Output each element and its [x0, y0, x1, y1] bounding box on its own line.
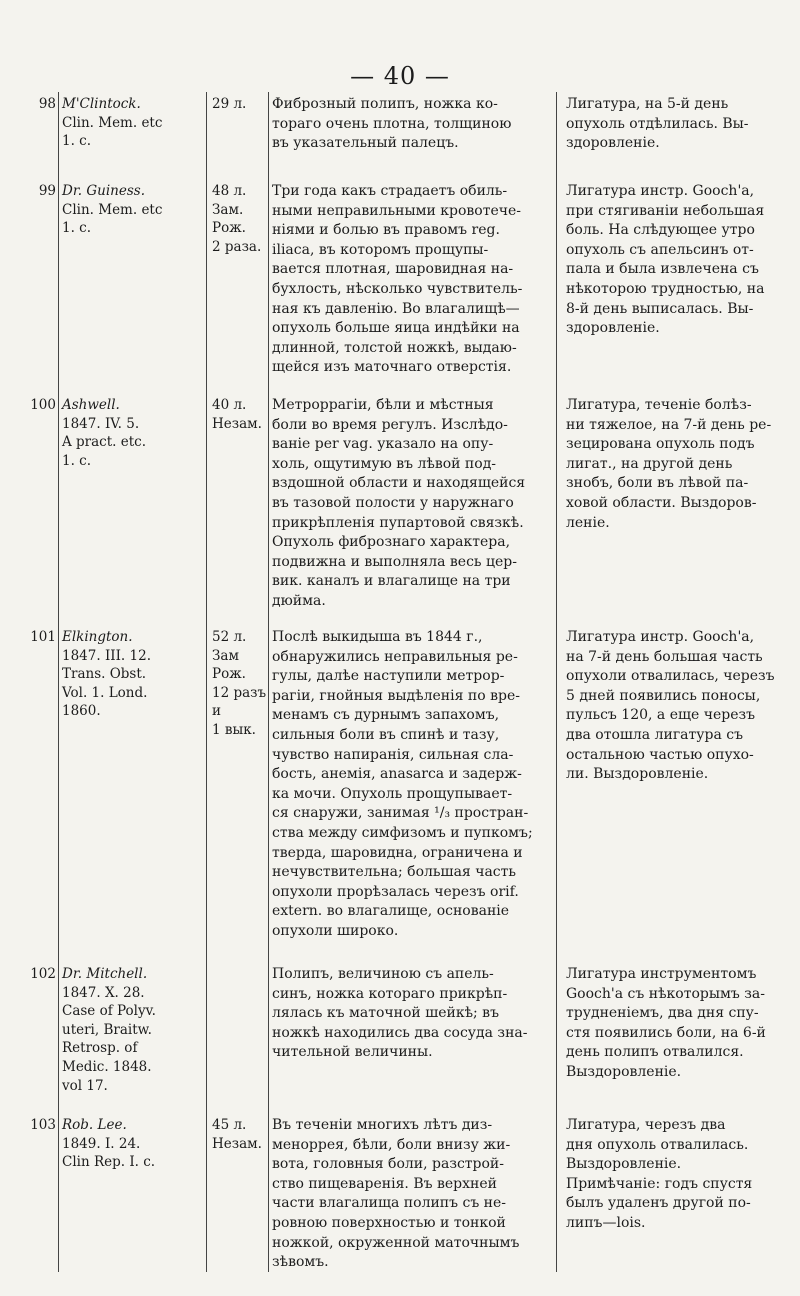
- result-cell: Лигатура инстр. Gooch'а, при стягиваніи небольшая боль. На слѣдующее утро опухоль съ апельсинъ от- пала и была извлечена съ нѣкоторою трудностью, на 8-й день выписалась. Вы- здоровленіе.: [566, 183, 765, 337]
- case-number: 99: [38, 183, 56, 199]
- age-cell: 45 л. Незам.: [212, 1117, 262, 1152]
- source-cell: [62, 965, 200, 1095]
- source-cell: [62, 1116, 200, 1172]
- age-cell: 48 л. Зам. Рож. 2 раза.: [212, 183, 262, 255]
- case-number: 100: [30, 397, 56, 413]
- result-cell: Лигатура, черезъ два дня опухоль отвалилась. Выздоровленіе. Примѣчаніе: годъ спустя былъ удаленъ другой по- липъ—loіs.: [566, 1117, 753, 1231]
- description-cell: Послѣ выкидыша въ 1844 г., обнаружились неправильныя ре- гулы, далѣе наступили метрор- рагіи, гнойныя выдѣленія по вре- менамъ съ дурнымъ запахомъ, сильныя боли въ спинѣ и тазу, чувство напиранія, сильная сла- бость, анемія, anasarca и задерж- ка мочи. Опухоль прощупывает- ся снаружи, занимая ¹/₃ простран- ства между симфизомъ и пупкомъ; тверда, шаровидна, ограничена и нечувствительна; большая часть опухоли прорѣзалась черезъ orif. extern. во влагалище, основаніе опухоли широко.: [272, 629, 533, 939]
- author: Elkington.: [62, 629, 133, 645]
- page-number: — 40 —: [350, 62, 450, 90]
- age-cell: 40 л. Незам.: [212, 397, 262, 432]
- description-cell: Въ теченіи многихъ лѣтъ диз- меноррея, бѣли, боли внизу жи- вота, головныя боли, разстрой- ство пищеваренія. Въ верхней части влагалища полипъ съ не- ровною поверхностью и тонкой ножкой, окруженной маточнымъ зѣвомъ.: [272, 1117, 520, 1271]
- column-rule: [268, 92, 269, 1272]
- source: 1847. III. 12. Trans. Obst. Vol. 1. Lond. 1860.: [62, 647, 151, 720]
- source-cell: [62, 396, 200, 470]
- author: Dr. Mitchell.: [62, 966, 148, 982]
- result-cell: Лигатура инструментомъ Gooch'а съ нѣкоторымъ за- трудненіемъ, два дня спу- стя появились боли, на 6-й день полипъ отвалился. Выздоровленіе.: [566, 966, 766, 1080]
- source-cell: [62, 182, 200, 238]
- age-cell: 29 л.: [212, 96, 247, 112]
- result-cell: Лигатура, на 5-й день опухоль отдѣлилась. Вы- здоровленіе.: [566, 96, 749, 152]
- result-cell: Лигатура инстр. Gooch'а, на 7-й день большая часть опухоли отвалилась, черезъ 5 дней появились поносы, пульсъ 120, а еще черезъ два отошла лигатура съ остальною частью опухо- ли. Выздоровленіе.: [566, 629, 775, 783]
- source: 1847. X. 28. Case of Polyv. uteri, Braitw. Retrosp. of Medic. 1848. vol 17.: [62, 984, 156, 1094]
- author: Ashwell.: [62, 397, 120, 413]
- source: 1847. IV. 5. A pract. etc. 1. c.: [62, 415, 147, 469]
- source: Clin. Mem. etc 1. c.: [62, 201, 163, 237]
- column-rule: [206, 92, 207, 1272]
- description-cell: Три года какъ страдаетъ обиль- ными неправильными кровотече- ніями и болью въ правомъ reg. iliaca, въ которомъ прощупы- вается плотная, шаровидная на- бухлость, нѣсколько чувствитель- ная къ давленію. Во влагалищѣ— опухоль больше яица индѣйки на длинной, толстой ножкѣ, выдаю- щейся изъ маточнаго отверстія.: [272, 183, 523, 376]
- case-number: 101: [30, 629, 56, 645]
- description-cell: Метроррагіи, бѣли и мѣстныя боли во время регулъ. Изслѣдо- ваніе per vag. указало на опу- холь, ощутимую въ лѣвой под- вздошной области и находящейся въ тазовой полости у наружнаго прикрѣпленія пупартовой связкѣ. Опухоль фибрознаго характера, подвижна и выполняла весь цер- вик. каналъ и влагалище на три дюйма.: [272, 397, 526, 609]
- author: Rob. Lee.: [62, 1117, 127, 1133]
- source: Clin. Mem. etc 1. c.: [62, 114, 163, 150]
- case-number: 103: [30, 1117, 56, 1133]
- result-cell: Лигатура, теченіе болѣз- ни тяжелое, на 7-й день ре- зецирована опухоль подъ лигат., на другой день знобъ, боли въ лѣвой па- ховой области. Выздоров- леніе.: [566, 397, 772, 531]
- author: Dr. Guiness.: [62, 183, 146, 199]
- column-rule: [556, 92, 557, 1272]
- source: 1849. I. 24. Clin Rep. I. c.: [62, 1135, 156, 1171]
- description-cell: Фиброзный полипъ, ножка ко- тораго очень плотна, толщиною въ указательный палецъ.: [272, 96, 512, 152]
- source-cell: [62, 628, 200, 721]
- case-number: 98: [38, 96, 56, 112]
- author: M'Clintock.: [62, 96, 141, 112]
- age-cell: 52 л. Зам Рож. 12 разъ и 1 вык.: [212, 629, 267, 738]
- description-cell: Полипъ, величиною съ апель- синъ, ножка котораго прикрѣп- лялась къ маточной шейкѣ; въ ножкѣ находились два сосуда зна- чительной величины.: [272, 966, 528, 1061]
- source-cell: [62, 95, 200, 151]
- column-rule: [58, 92, 59, 1272]
- case-number: 102: [30, 966, 56, 982]
